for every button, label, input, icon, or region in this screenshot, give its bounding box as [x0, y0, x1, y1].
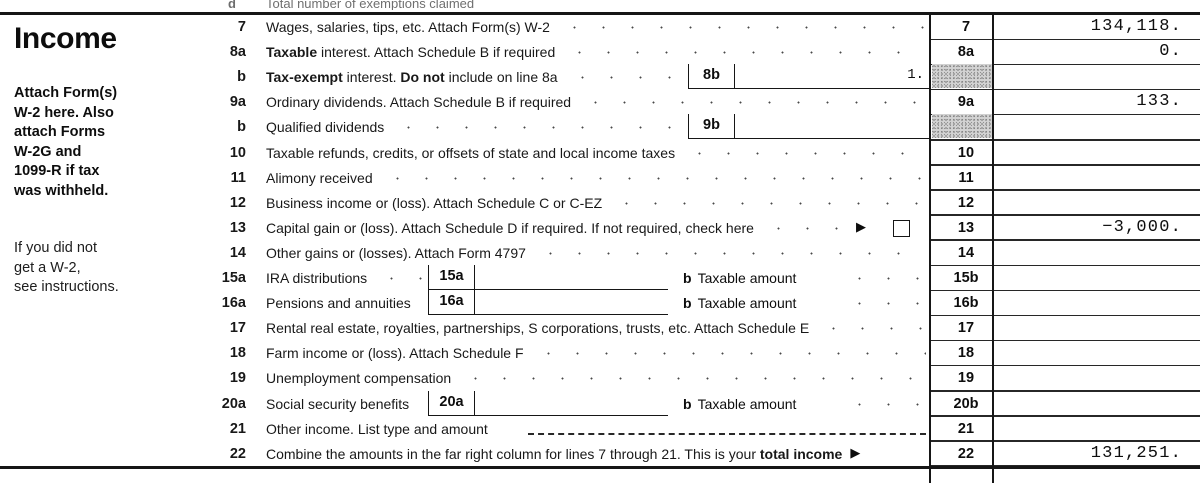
line-description: Unemployment compensation [266, 370, 452, 387]
line-number: 10 [229, 144, 246, 161]
ledger-shaded-cell [932, 64, 992, 88]
leader-dots [560, 26, 926, 29]
leader-dots [534, 352, 926, 355]
attach-line: attach Forms [14, 124, 106, 140]
line-number: 22 [229, 445, 246, 462]
sub-amount-box-9b[interactable] [688, 114, 930, 139]
line-description: Tax-exempt interest. Do not include on line 8a [266, 69, 558, 86]
ledger-amount-13[interactable]: −3,000. [1102, 217, 1182, 237]
ledger-mid-border [992, 13, 994, 483]
page-title: Income [14, 22, 117, 55]
ledger-line-number-21: 21 [957, 420, 975, 437]
line-description: Taxable refunds, credits, or offsets of state and local income taxes [266, 144, 676, 161]
ledger-row-separator [930, 39, 1200, 41]
line-description: Rental real estate, royalties, partnerships, S corporations, trusts, etc. Attach Schedule E [266, 320, 810, 337]
line-number: b [237, 69, 246, 86]
partial-row-top-text: Total number of exemptions claimed [266, 0, 475, 10]
sub-amount-label: 15a [429, 265, 475, 289]
attach-line: W-2G and [14, 143, 82, 160]
no-w2-note [14, 239, 119, 298]
ledger-line-number-12: 12 [957, 194, 975, 211]
taxable-amount-text: Taxable amount [697, 295, 797, 312]
line-number: 15a [221, 270, 246, 286]
total-income-arrow-icon: ▶ [850, 444, 861, 460]
attach-line: Attach Form(s) [14, 85, 118, 101]
line-number: 18 [229, 345, 246, 362]
ledger-row-separator [930, 390, 1200, 392]
ledger-shaded-cell [932, 114, 992, 138]
line-description: Combine the amounts in the far right column for lines 7 through 21. This is your total income [266, 445, 843, 462]
ledger-row-separator [930, 265, 1200, 267]
sub-amount-box-15a[interactable] [428, 265, 668, 290]
income-row-22 [198, 442, 938, 467]
ledger-amount-8a[interactable]: 0. [1159, 42, 1182, 62]
ledger-line-number-7: 7 [961, 19, 971, 35]
leader-dots [819, 327, 926, 330]
ledger-line-number-11: 11 [958, 169, 974, 186]
line-number: 13 [229, 219, 246, 236]
attach-line: 1099-R if tax [14, 163, 100, 179]
ledger-line-number-10: 10 [957, 144, 975, 161]
line-number: 21 [229, 420, 246, 437]
sub-amount-label: 16a [429, 290, 475, 314]
leader-dots [377, 277, 426, 280]
line-description: Wages, salaries, tips, etc. Attach Form(s) W-2 [266, 19, 550, 35]
line-description: IRA distributions [266, 270, 368, 286]
sub-amount-box-20a[interactable] [428, 391, 668, 416]
ledger-line-number-17: 17 [957, 320, 975, 337]
ledger-line-number-14: 14 [957, 244, 975, 261]
line-description: Taxable interest. Attach Schedule B if required [266, 44, 556, 61]
taxable-amount-label [683, 270, 796, 286]
income-row-21 [198, 417, 938, 442]
taxable-amount-label [683, 295, 796, 311]
ledger-row-separator [930, 189, 1200, 191]
leader-dots [568, 76, 686, 79]
capital-gain-not-required-checkbox[interactable] [893, 220, 910, 237]
sub-amount-box-8b[interactable] [688, 64, 930, 89]
ledger-row-separator [930, 340, 1200, 342]
taxable-amount-text: Taxable amount [697, 270, 797, 286]
line-number: 16a [221, 295, 246, 312]
other-income-writein-line[interactable] [528, 433, 926, 435]
leader-dots [581, 101, 926, 104]
sub-amount-value[interactable] [475, 290, 662, 314]
note-line: If you did not [14, 240, 98, 256]
partial-row-top-number: d [228, 0, 236, 10]
sub-amount-value[interactable]: 1. [907, 67, 924, 84]
leader-dots [845, 302, 927, 305]
ledger-amount-9a[interactable]: 133. [1136, 92, 1182, 112]
ledger-line-number-18: 18 [957, 345, 975, 362]
attach-line: was withheld. [14, 182, 109, 199]
ledger-amount-22[interactable]: 131,251. [1090, 443, 1182, 463]
line-number: 14 [229, 244, 246, 261]
note-line: get a W-2, [14, 259, 81, 276]
ledger-line-number-8a: 8a [957, 44, 975, 61]
ledger-left-border [929, 13, 931, 483]
income-caption-column [0, 14, 198, 469]
ledger-amount-7[interactable]: 134,118. [1090, 17, 1182, 36]
line-number: 20a [221, 395, 246, 412]
sub-line-letter: b [683, 270, 692, 286]
line-description: Ordinary dividends. Attach Schedule B if required [266, 94, 572, 111]
ledger-line-number-15b: 15b [953, 270, 979, 286]
line-number: 11 [230, 169, 246, 186]
line-number: 12 [229, 194, 246, 211]
bottom-heavy-rule [0, 466, 1200, 469]
line-description: Pensions and annuities [266, 295, 411, 312]
ledger-row-separator [930, 164, 1200, 166]
line-description: Alimony received [266, 169, 373, 186]
leader-dots [612, 202, 926, 205]
attach-line: W-2 here. Also [14, 104, 114, 121]
taxable-amount-text: Taxable amount [697, 395, 797, 412]
line-number: 9a [229, 94, 246, 111]
sub-amount-value[interactable] [475, 391, 662, 415]
ledger-row-separator [930, 214, 1200, 216]
partial-row-top [198, 0, 958, 10]
ledger-row-separator [930, 290, 1200, 292]
line-description: Other income. List type and amount [266, 420, 488, 437]
sub-amount-label: 8b [689, 64, 735, 88]
leader-dots [845, 403, 927, 406]
line-description: Farm income or (loss). Attach Schedule F [266, 345, 524, 362]
ledger-row-separator [930, 440, 1200, 442]
note-line: see instructions. [14, 279, 119, 295]
line-number: 19 [229, 370, 246, 387]
ledger-line-number-19: 19 [957, 370, 975, 387]
leader-dots [845, 277, 927, 280]
ledger-row-separator [930, 415, 1200, 417]
ledger-line-number-16b: 16b [953, 295, 979, 312]
sub-amount-value[interactable] [475, 265, 662, 289]
line-description: Business income or (loss). Attach Schedule C or C-EZ [266, 194, 603, 211]
taxable-amount-label [683, 396, 796, 412]
sub-line-letter: b [683, 395, 692, 412]
leader-dots [394, 126, 686, 129]
line-number: 8a [229, 44, 246, 61]
ledger-line-number-22: 22 [957, 445, 975, 462]
line-description: Capital gain or (loss). Attach Schedule D if required. If not required, check here [266, 219, 754, 236]
ledger-row-separator [930, 315, 1200, 317]
ledger-row-separator [930, 139, 1200, 141]
line-number: 17 [229, 320, 246, 337]
leader-dots [461, 377, 926, 380]
leader-dots [565, 51, 926, 54]
check-here-arrow-icon: ▶ [856, 218, 866, 234]
ledger-line-number-13: 13 [957, 219, 975, 236]
sub-amount-label: 9b [689, 114, 735, 138]
leader-dots [536, 252, 926, 255]
line-number: 7 [237, 19, 246, 35]
ledger-line-number-20b: 20b [953, 395, 979, 412]
sub-amount-label: 20a [429, 391, 475, 415]
line-description: Social security benefits [266, 395, 410, 412]
leader-dots [764, 227, 848, 230]
line-description: Other gains or (losses). Attach Form 4797 [266, 244, 526, 261]
ledger-row-separator [930, 239, 1200, 241]
leader-dots [685, 152, 926, 155]
ledger-row-separator [930, 365, 1200, 367]
line-number: b [237, 119, 246, 136]
attach-instructions [14, 84, 117, 201]
line-description: Qualified dividends [266, 119, 385, 136]
sub-line-letter: b [683, 295, 692, 312]
sub-amount-value[interactable] [735, 114, 924, 138]
sub-amount-box-16a[interactable] [428, 290, 668, 315]
ledger-line-number-9a: 9a [957, 94, 975, 111]
ledger-row-separator [930, 89, 1200, 91]
leader-dots [383, 177, 926, 180]
